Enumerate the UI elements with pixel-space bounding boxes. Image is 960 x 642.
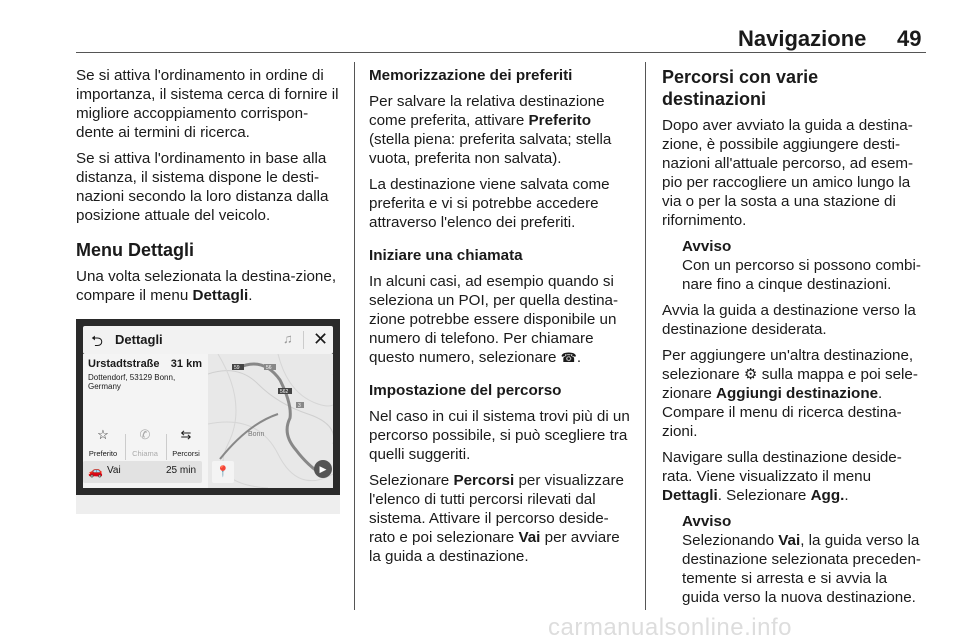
- svg-text:562: 562: [280, 389, 289, 395]
- section-heading: Menu Dettagli: [76, 240, 195, 260]
- close-icon[interactable]: ✕: [313, 329, 329, 349]
- routes-button[interactable]: ⇆ Percorsi: [166, 427, 206, 458]
- go-label: Vai: [107, 465, 121, 476]
- infotainment-screenshot: [76, 319, 340, 514]
- details-titlebar: [83, 326, 333, 354]
- car-icon: 🚗: [88, 464, 103, 478]
- paragraph: Avvia la guida a destinazione verso la destinazione desiderata.: [662, 302, 916, 338]
- column-2: [369, 66, 633, 573]
- paragraph: Se si attiva l'ordinamento in base alla distanza, il sistema dispone le desti-nazioni secondo la loro distanza dalla posizione attuale del veicolo.: [76, 150, 329, 224]
- page-number: 49: [897, 26, 922, 51]
- paragraph: Se si attiva l'ordinamento in ordine di importanza, il sistema cerca di fornire il migliore accoppiamento corrispon-dente ai termini di ricerca.: [76, 67, 339, 141]
- star-icon: ☆: [97, 427, 109, 442]
- paragraph: In alcuni casi, ad esempio quando si seleziona un POI, per quella destina-zione potrebbe essere disponibile un numero di telefono. Per chiamare questo numero, selezionare ☎.: [369, 273, 619, 366]
- music-icon[interactable]: ♫: [283, 331, 293, 346]
- phone-icon: ✆: [139, 427, 151, 442]
- titlebar-separator: [303, 331, 304, 349]
- notice-box: [662, 237, 926, 294]
- paragraph: Navigare sulla destinazione deside-rata. Viene visualizzato il menu Dettagli. Selezionare Agg..: [662, 449, 902, 504]
- notice-box: [662, 512, 926, 607]
- column-3: [662, 66, 926, 614]
- paragraph: Per aggiungere un'altra destinazione, selezionare ⚙ sulla mappa e poi sele-zionare Aggiungi destinazione. Compare il menu di ricerca destina-zioni.: [662, 347, 918, 440]
- phone-icon: ☎: [560, 350, 577, 365]
- call-button[interactable]: ✆ Chiama: [125, 427, 165, 458]
- subheading: Impostazione del percorso: [369, 382, 562, 399]
- notice-text: Con un percorso si possono combi-nare fino a cinque destinazioni.: [682, 257, 921, 293]
- play-icon[interactable]: ▶: [314, 460, 332, 478]
- settings-icon: ⚙: [743, 366, 758, 383]
- routes-icon: ⇆: [180, 427, 192, 442]
- header-rule: [76, 52, 926, 53]
- svg-text:3: 3: [298, 403, 301, 409]
- details-panel: [83, 354, 208, 488]
- notice-text: Selezionando Vai, la guida verso la destinazione selezionata preceden-temente si arresta e si avvia la guida verso la nuova destinazione.: [682, 532, 921, 606]
- location-pin-icon: 📍: [216, 466, 230, 478]
- eta: 25 min: [165, 465, 196, 476]
- paragraph: Dopo aver avviato la guida a destina-zione, è possibile aggiungere desti-nazioni all'attuale percorso, ad esem-pio per raccogliere un amico lungo la via o per la sosta a una stazione di rifornimento.: [662, 117, 914, 229]
- column-divider-2: [645, 62, 646, 610]
- favorite-button[interactable]: ☆ Preferito: [83, 427, 123, 458]
- svg-text:56: 56: [266, 365, 272, 371]
- subheading: Memorizzazione dei preferiti: [369, 67, 573, 84]
- paragraph: Per salvare la relativa destinazione come preferita, attivare Preferito (stella piena: preferita salvata; stella vuota, preferita non salvata).: [369, 93, 612, 167]
- pin-button[interactable]: [212, 461, 234, 483]
- column-1: [76, 66, 341, 312]
- back-icon[interactable]: ⮌: [91, 333, 104, 350]
- notice-title: Avviso: [682, 513, 732, 530]
- svg-text:59: 59: [234, 365, 240, 371]
- section-heading: Percorsi con varie destinazioni: [662, 67, 819, 109]
- paragraph: Una volta selezionata la destina-zione, compare il menu Dettagli.: [76, 268, 337, 304]
- paragraph: Nel caso in cui il sistema trovi più di un percorso possibile, si può scegliere tra quelli suggeriti.: [369, 408, 630, 463]
- go-button[interactable]: [83, 461, 202, 483]
- map-label: Bonn: [248, 431, 265, 438]
- paragraph: La destinazione viene salvata come preferita e vi si potrebbe accedere attraverso l'elenco dei preferiti.: [369, 176, 610, 231]
- street-name: Urstadtstraße: [88, 358, 160, 370]
- page-header-title: Navigazione: [738, 26, 867, 51]
- address: Dottendorf, 53129 Bonn, Germany: [88, 373, 176, 391]
- subheading: Iniziare una chiamata: [369, 247, 523, 264]
- watermark: carmanualsonline.info: [548, 614, 792, 641]
- screen-title: Dettagli: [115, 332, 163, 347]
- notice-title: Avviso: [682, 238, 732, 255]
- distance: 31 km: [170, 358, 202, 370]
- column-divider-1: [354, 62, 355, 610]
- paragraph: Selezionare Percorsi per visualizzare l'elenco di tutti percorsi rilevati dal sistema. Attivare il percorso deside-rato e poi selezionare Vai per avviare la guida a destinazione.: [369, 472, 624, 565]
